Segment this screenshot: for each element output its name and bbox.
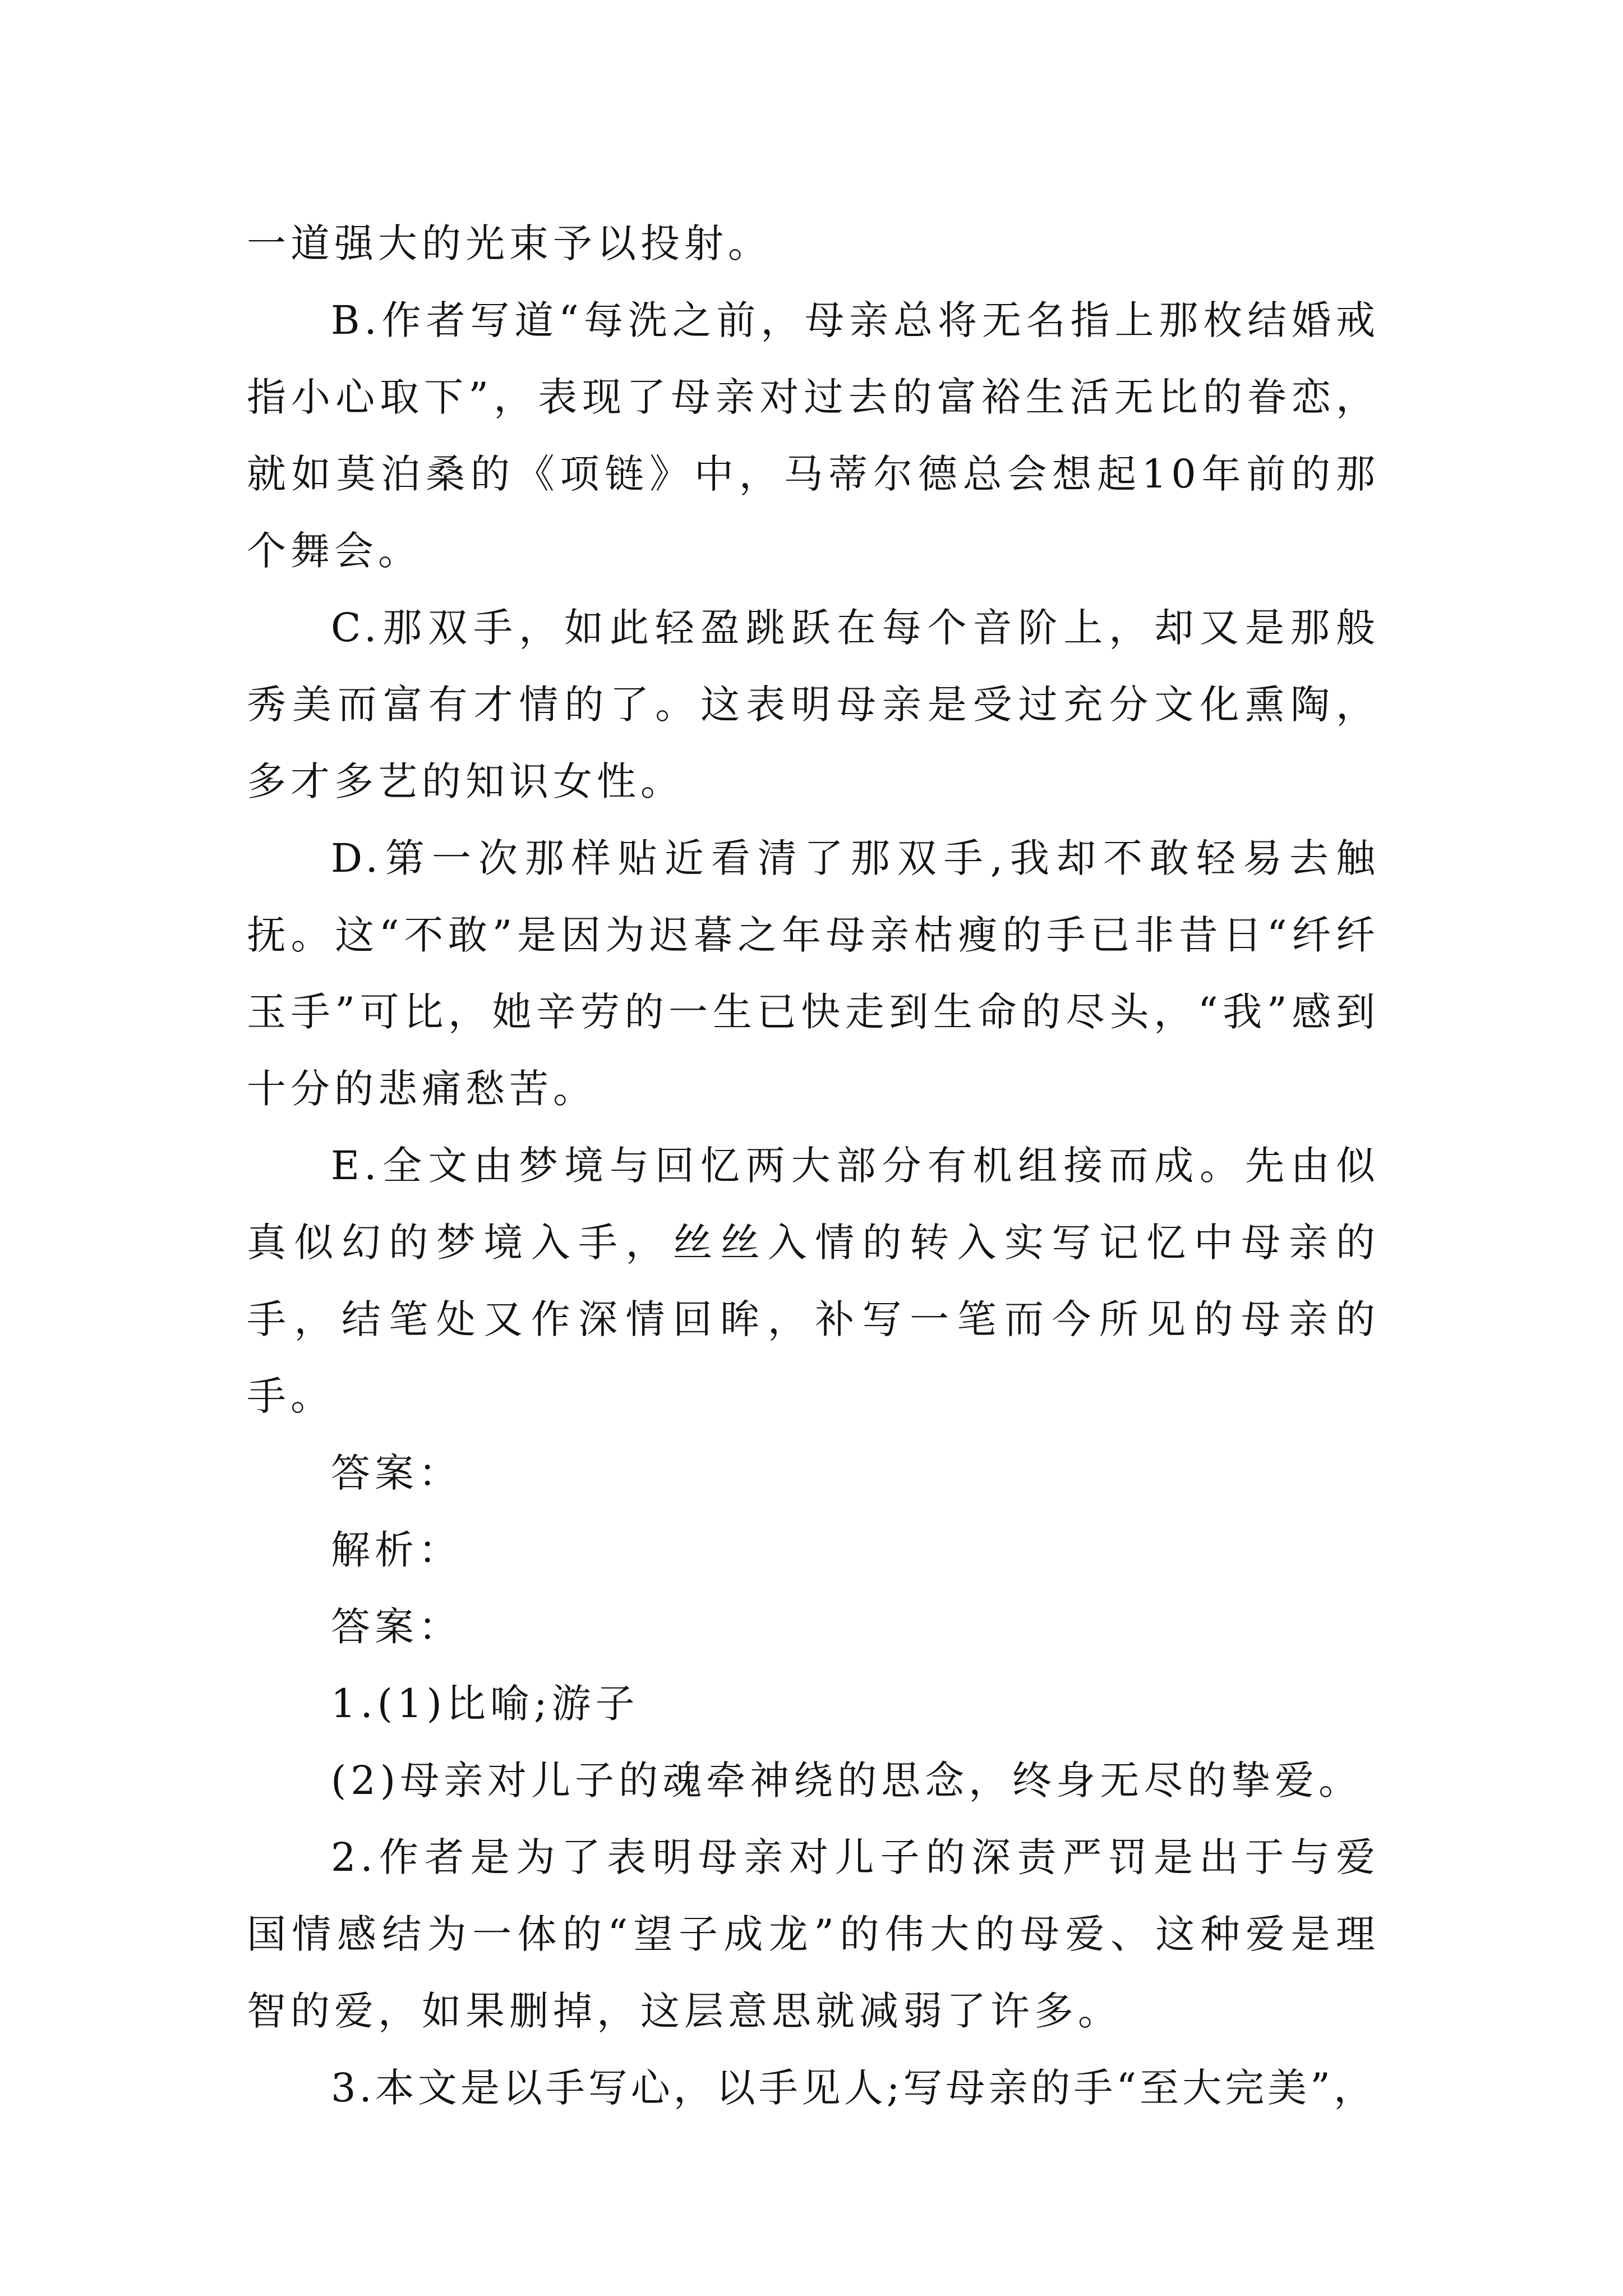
document-body: [247, 205, 1380, 2127]
analysis-label: 解析：: [331, 1527, 462, 1573]
answer-item-3: 3.本文是以手写心，以手见人;写母亲的手“至大完美”，: [331, 2065, 1376, 2111]
answer-item-1: 1.(1)比喻;游子: [331, 1681, 639, 1727]
answer-item-2: 2.作者是为了表明母亲对儿子的深责严罚是出于与爱国情感结为一体的“望子成龙”的伟大的母爱、这种爱是理智的爱，如果删掉，这层意思就减弱了许多。: [247, 1834, 1380, 2034]
option-d-paragraph: D.第一次那样贴近看清了那双手,我却不敢轻易去触抚。这“不敢”是因为迟暮之年母亲枯瘦的手已非昔日“纤纤玉手”可比，她辛劳的一生已快走到生命的尽头，“我”感到十分的悲痛愁苦。: [247, 835, 1380, 1112]
option-e-paragraph: E.全文由梦境与回忆两大部分有机组接而成。先由似真似幻的梦境入手，丝丝入情的转入实写记忆中母亲的手，结笔处又作深情回眸，补写一笔而今所见的母亲的手。: [247, 1143, 1380, 1419]
option-c-paragraph: C.那双手，如此轻盈跳跃在每个音阶上，却又是那般秀美而富有才情的了。这表明母亲是受过充分文化熏陶，多才多艺的知识女性。: [247, 605, 1380, 804]
answer-label-second: 答案：: [331, 1604, 462, 1650]
answer-label: 答案：: [331, 1450, 462, 1496]
answer-item-1-part-2: (2)母亲对儿子的魂牵神绕的思念，终身无尽的挚爱。: [331, 1757, 1363, 1803]
option-b-paragraph: B.作者写道“每洗之前，母亲总将无名指上那枚结婚戒指小心取下”，表现了母亲对过去的富裕生活无比的眷恋，就如莫泊桑的《项链》中，马蒂尔德总会想起10年前的那个舞会。: [247, 297, 1380, 574]
paragraph-intro-continuation: 一道强大的光束予以投射。: [247, 220, 772, 266]
